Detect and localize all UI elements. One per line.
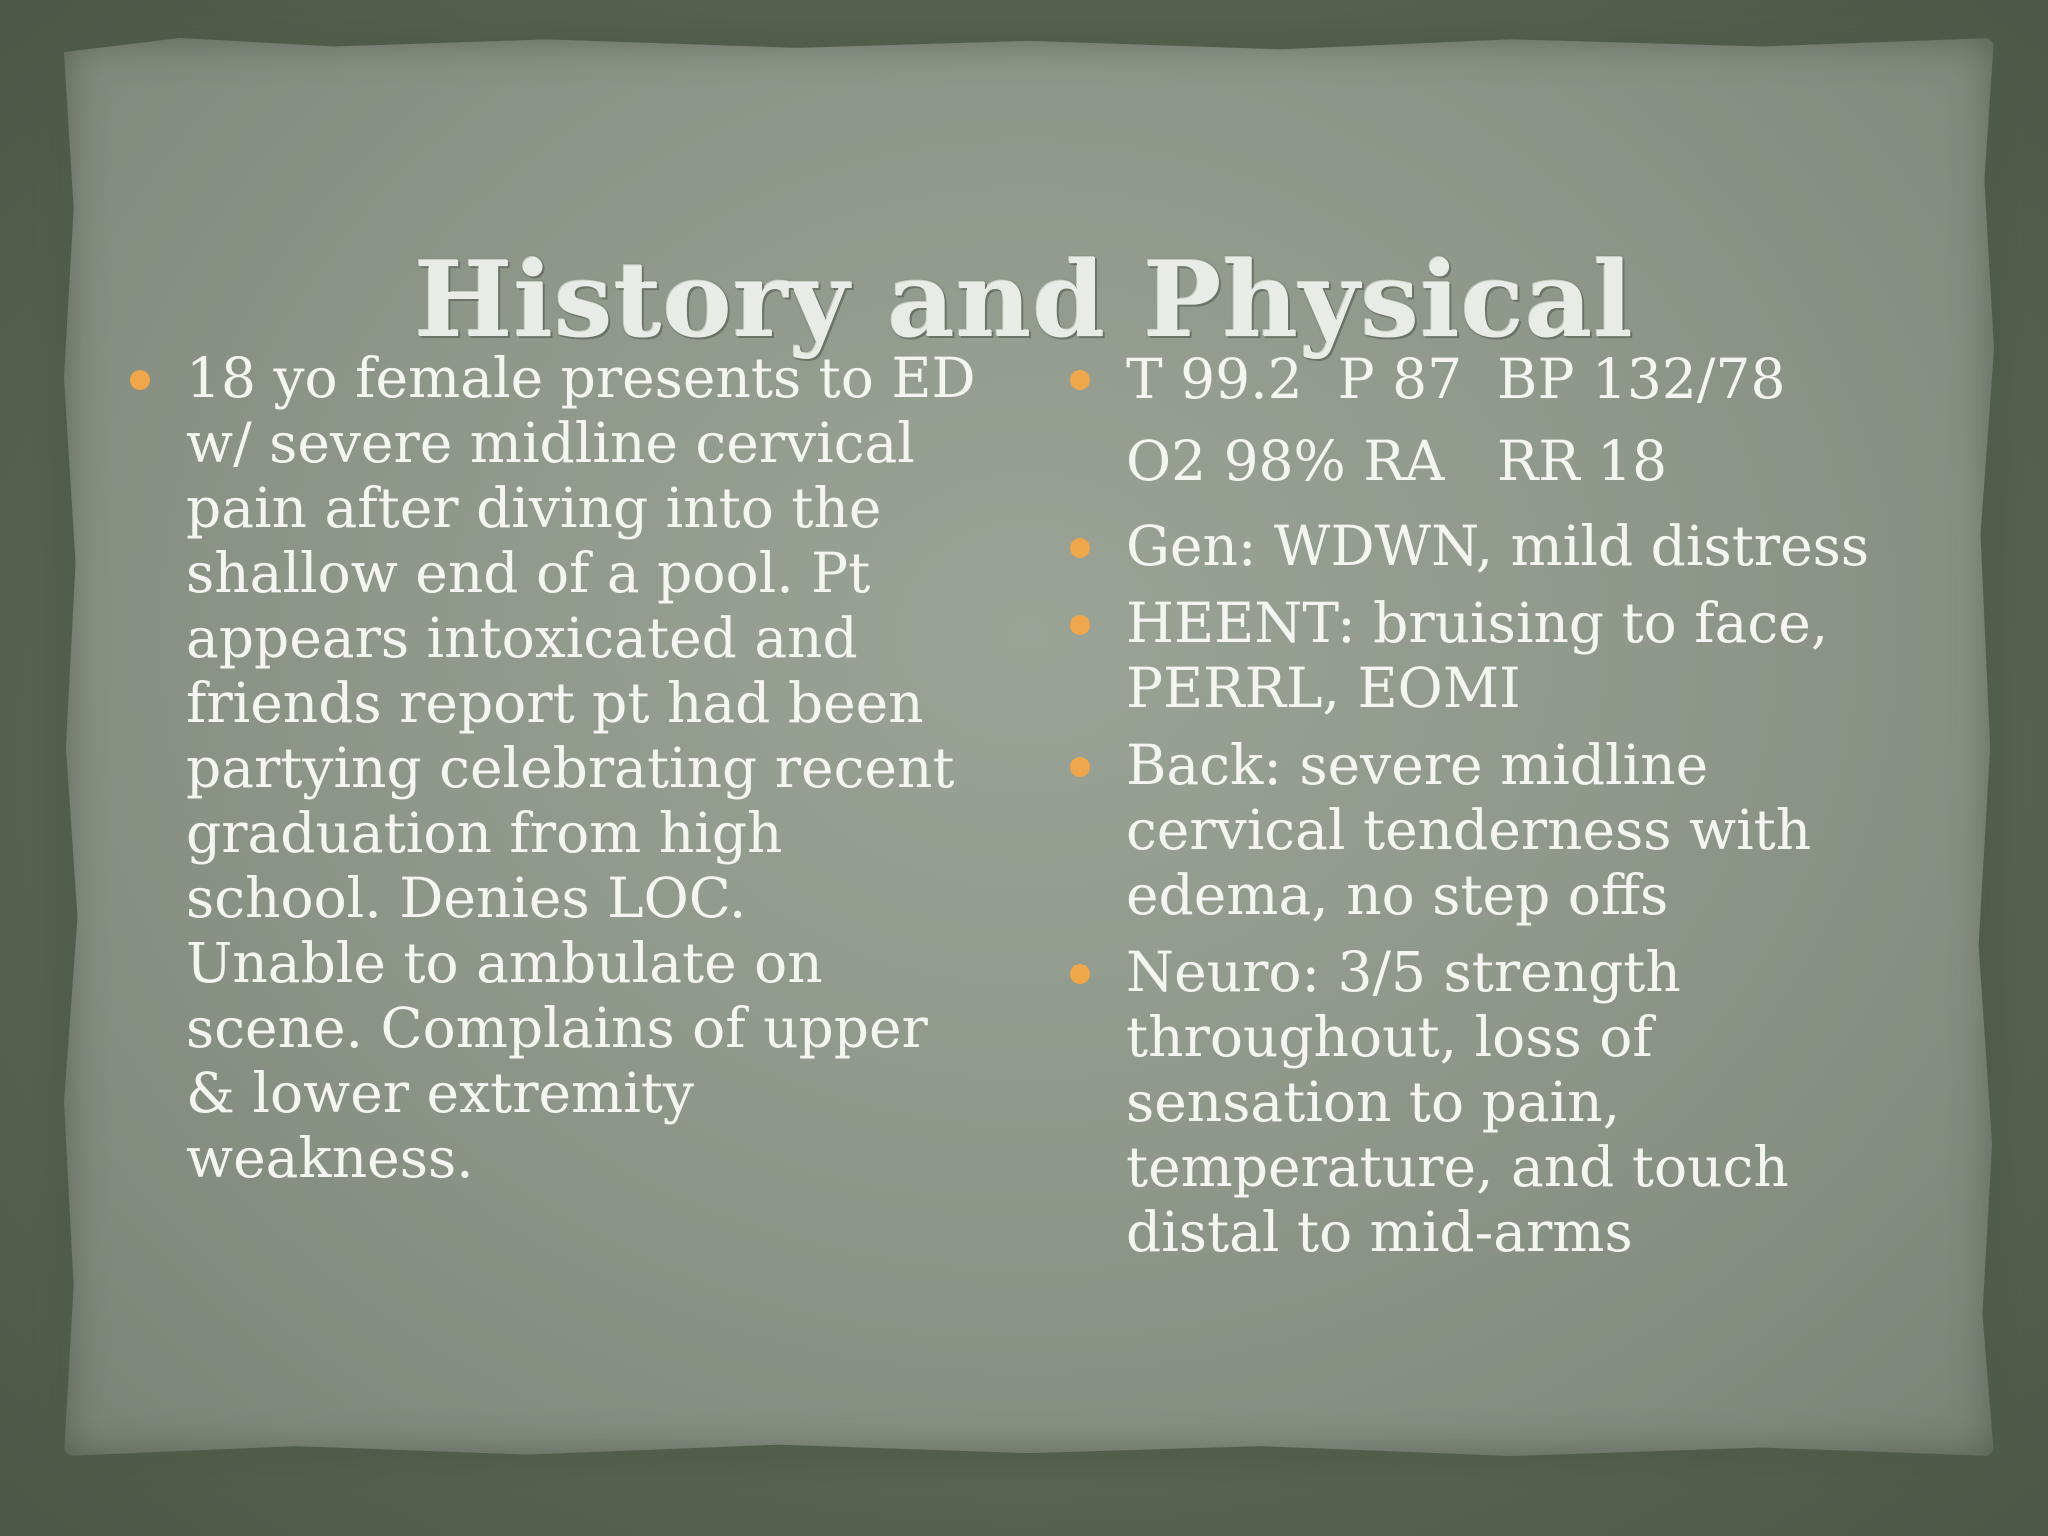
text-line: w/ severe midline cervical (186, 411, 915, 475)
left-column (130, 346, 1010, 1191)
text-line: graduation from high (186, 801, 783, 865)
bullet-item-neuro (1070, 940, 1970, 1265)
text-line: sensation to pain, (1126, 1070, 1621, 1134)
text-line: HEENT: bruising to face, (1126, 591, 1829, 655)
text-line: school. Denies LOC. (186, 866, 747, 930)
text-line: cervical tenderness with (1126, 798, 1812, 862)
text-line: edema, no step offs (1126, 863, 1669, 927)
text-line: Unable to ambulate on (186, 931, 823, 995)
text-line: T 99.2 P 87 BP 132/78 (1126, 347, 1786, 411)
text-line: pain after diving into the (186, 476, 882, 540)
bullet-dot-icon (1070, 757, 1090, 777)
text-line: Neuro: 3/5 strength (1126, 940, 1681, 1004)
bullet-dot-icon (1070, 615, 1090, 635)
text-line: 18 yo female presents to ED (186, 346, 976, 410)
bullet-item-vitals (1070, 338, 1970, 502)
bullet-dot-icon (130, 370, 150, 390)
bullet-item-history (130, 346, 1010, 1191)
bullet-dot-icon (1070, 370, 1090, 390)
text-line: O2 98% RA RR 18 (1126, 429, 1668, 493)
text-line: Gen: WDWN, mild distress (1126, 514, 1870, 578)
text-line: friends report pt had been (186, 671, 924, 735)
slide-title: History and Physical (414, 237, 1634, 361)
text-line: shallow end of a pool. Pt (186, 541, 871, 605)
right-column (1070, 346, 1970, 1277)
text-line: throughout, loss of (1126, 1005, 1653, 1069)
bullet-dot-icon (1070, 538, 1090, 558)
text-line: partying celebrating recent (186, 736, 955, 800)
bullet-item-back (1070, 733, 1970, 928)
bullet-item-heent (1070, 591, 1970, 721)
text-line: weakness. (186, 1126, 474, 1190)
bullet-item-general (1070, 514, 1970, 579)
text-line: & lower extremity (186, 1061, 694, 1125)
text-line: Back: severe midline (1126, 733, 1709, 797)
text-line: PERRL, EOMI (1126, 656, 1521, 720)
bullet-dot-icon (1070, 964, 1090, 984)
text-line: distal to mid-arms (1126, 1200, 1633, 1264)
text-line: temperature, and touch (1126, 1135, 1789, 1199)
text-line: scene. Complains of upper (186, 996, 928, 1060)
text-line: appears intoxicated and (186, 606, 858, 670)
